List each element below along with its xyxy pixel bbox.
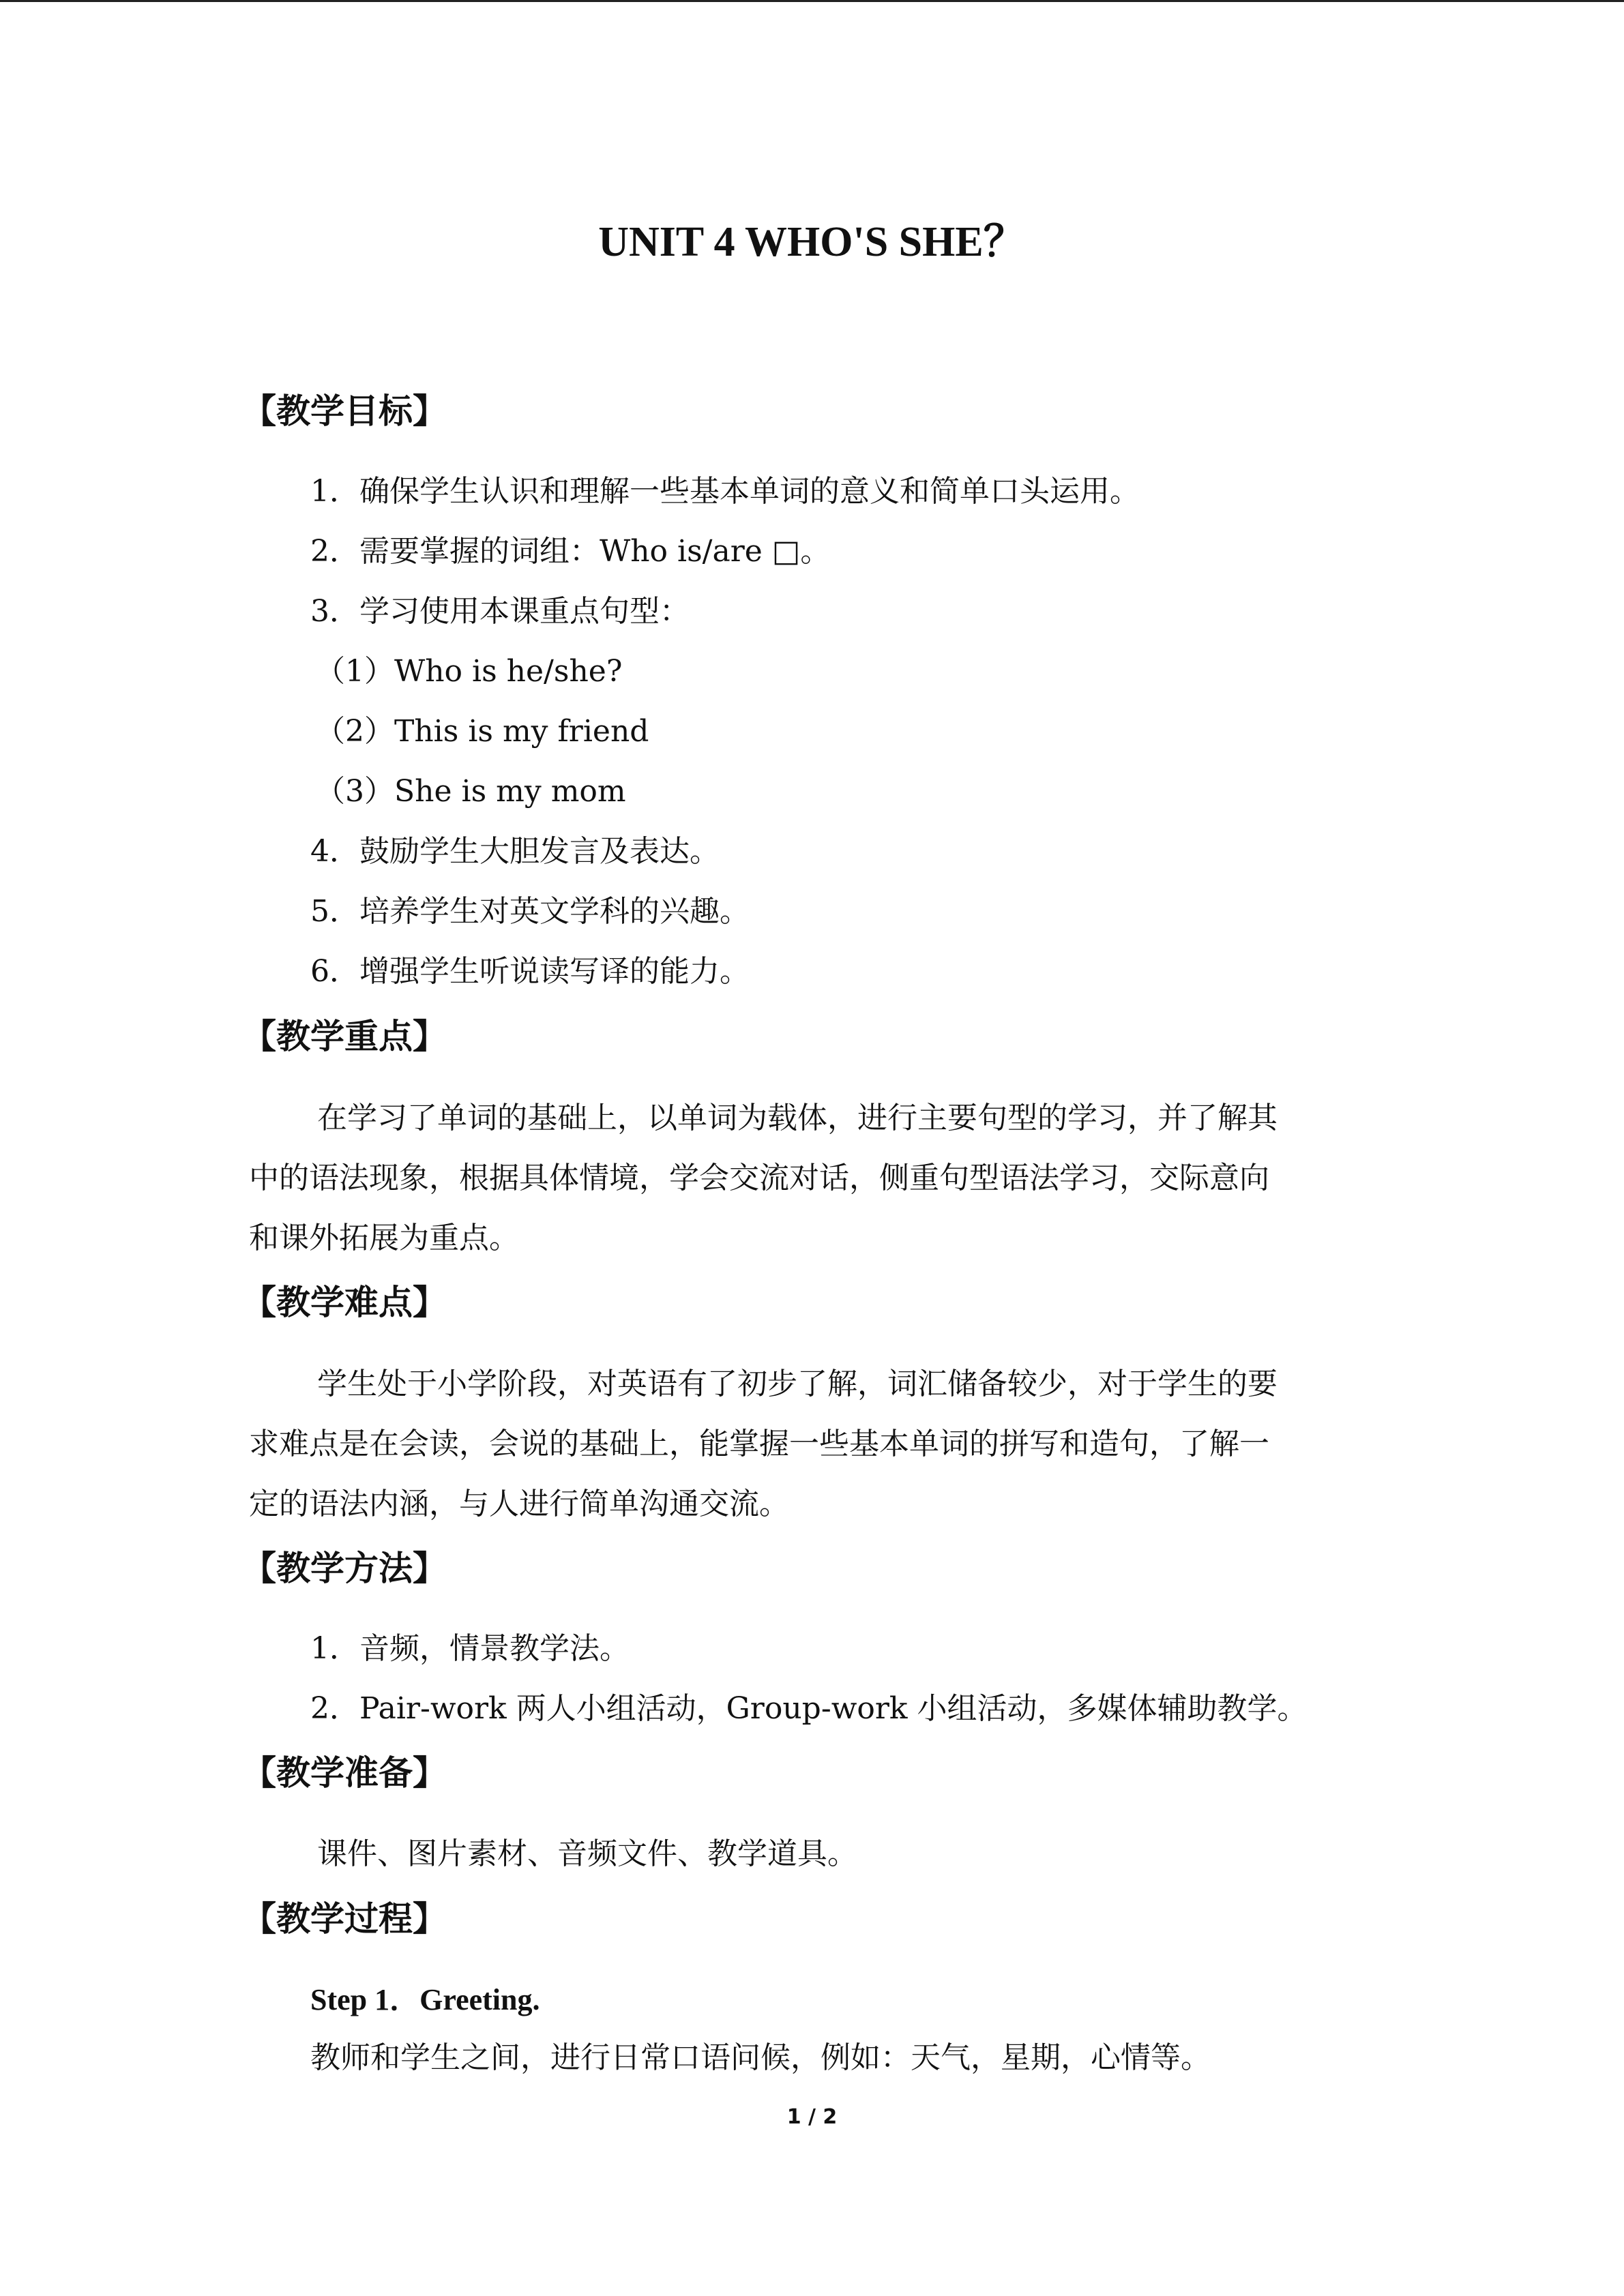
objective-item: 4．鼓励学生大胆发言及表达。 [310, 834, 720, 869]
heading-methods: 【教学方法】 [242, 1549, 447, 1588]
methods-item: 2．Pair-work 两人小组活动，Group-work 小组活动，多媒体辅助教学。 [310, 1691, 1308, 1726]
heading-difficulties: 【教学难点】 [242, 1283, 447, 1322]
preparation-text: 课件、图片素材、音频文件、教学道具。 [317, 1836, 857, 1871]
difficulties-line: 求难点是在会读，会说的基础上，能掌握一些基本单词的拼写和造句，了解一 [249, 1427, 1269, 1461]
objective-item: 5．培养学生对英文学科的兴趣。 [310, 894, 750, 929]
page-number: 1 / 2 [786, 2105, 838, 2129]
heading-objectives: 【教学目标】 [242, 391, 447, 431]
step-text: 教师和学生之间，进行日常口语问候，例如：天气，星期，心情等。 [310, 2040, 1211, 2075]
objective-item: 3．学习使用本课重点句型： [310, 594, 690, 629]
difficulties-line: 学生处于小学阶段，对英语有了初步了解，词汇储备较少，对于学生的要 [317, 1367, 1278, 1401]
heading-preparation: 【教学准备】 [242, 1753, 447, 1793]
objective-subitem: （2）This is my friend [315, 714, 649, 749]
objective-subitem: （1）Who is he/she? [315, 654, 623, 689]
methods-item: 1．音频，情景教学法。 [310, 1631, 630, 1666]
key-points-line: 在学习了单词的基础上，以单词为载体，进行主要句型的学习，并了解其 [317, 1101, 1278, 1135]
key-points-line: 和课外拓展为重点。 [249, 1221, 519, 1255]
heading-process: 【教学过程】 [242, 1899, 447, 1939]
key-points-line: 中的语法现象，根据具体情境，学会交流对话，侧重句型语法学习，交际意向 [249, 1161, 1269, 1195]
heading-key-points: 【教学重点】 [242, 1017, 447, 1056]
step-title: Step 1．Greeting. [310, 1983, 540, 2016]
objective-item: 1．确保学生认识和理解一些基本单词的意义和简单口头运用。 [310, 474, 1140, 509]
objective-item: 6．增强学生听说读写译的能力。 [310, 954, 750, 989]
objective-item: 2．需要掌握的词组：Who is/are □。 [310, 534, 831, 569]
document-title: UNIT 4 WHO'S SHE？ [598, 219, 1026, 265]
difficulties-line: 定的语法内涵，与人进行简单沟通交流。 [249, 1487, 789, 1521]
objective-subitem: （3）She is my mom [315, 774, 626, 809]
